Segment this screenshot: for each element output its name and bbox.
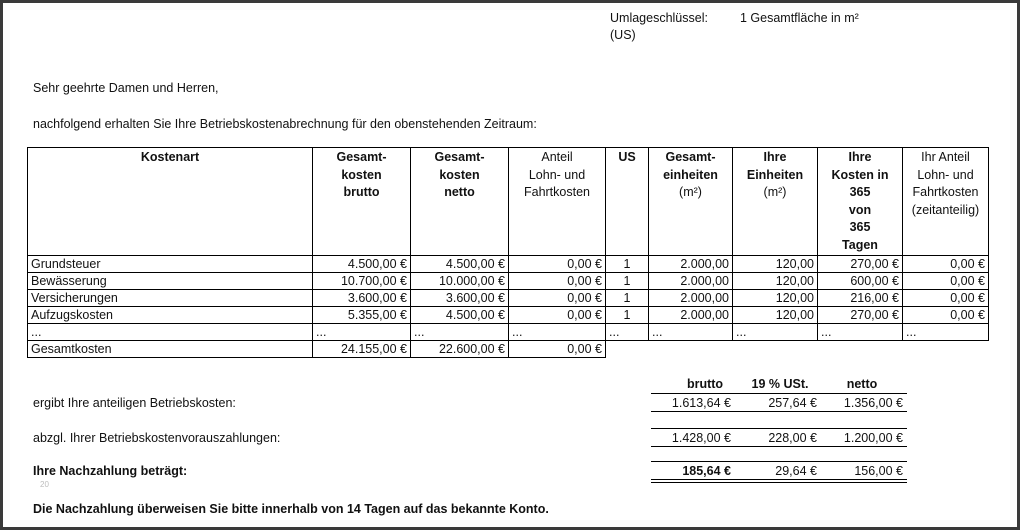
cell-gesamteinheiten: 2.000,00: [649, 290, 733, 307]
summary-header-brutto: brutto: [686, 377, 724, 391]
summary-label-vorauszahlungen: abzgl. Ihrer Betriebskostenvorauszahlungen:: [33, 431, 281, 445]
cell-kostenart: Grundsteuer: [28, 256, 313, 273]
cell-gesamteinheiten: 2.000,00: [649, 273, 733, 290]
cell-brutto: 4.500,00 €: [313, 256, 411, 273]
table-total-row: [28, 341, 989, 358]
cell-total-lohn: 0,00 €: [509, 341, 606, 358]
cell-lohn: 0,00 €: [509, 273, 606, 290]
summary-header-netto: netto: [846, 377, 878, 391]
cell-us: 1: [606, 307, 649, 324]
cell-gesamteinheiten: 2.000,00: [649, 307, 733, 324]
cell-brutto: ...: [313, 324, 411, 341]
cell-gesamteinheiten: 2.000,00: [649, 256, 733, 273]
summary-rule: [651, 428, 907, 429]
cell-lohn: 0,00 €: [509, 307, 606, 324]
cell-lohn: 0,00 €: [509, 290, 606, 307]
cell-ihr-anteil: 0,00 €: [903, 256, 989, 273]
summary-anteilig-brutto: 1.613,64 €: [671, 396, 731, 410]
umlage-label: Umlageschlüssel:: [610, 11, 708, 25]
cell-ihr-anteil: 0,00 €: [903, 290, 989, 307]
cell-brutto: 5.355,00 €: [313, 307, 411, 324]
cell-lohn: 0,00 €: [509, 256, 606, 273]
cell-ihre-einheiten: ...: [733, 324, 818, 341]
umlage-value: 1 Gesamtfläche in m²: [740, 11, 859, 25]
cell-ihr-anteil: ...: [903, 324, 989, 341]
summary-vorauszahlung-netto: 1.200,00 €: [843, 431, 903, 445]
cell-netto: 10.000,00 €: [411, 273, 509, 290]
header-ihre-einheiten: Ihre Einheiten (m²): [733, 148, 818, 256]
cell-brutto: 10.700,00 €: [313, 273, 411, 290]
cell-ihre-kosten: 216,00 €: [818, 290, 903, 307]
cell-netto: 4.500,00 €: [411, 256, 509, 273]
cell-total-netto: 22.600,00 €: [411, 341, 509, 358]
header-gesamtkosten-brutto: Gesamt- kosten brutto: [313, 148, 411, 256]
summary-label-anteilig: ergibt Ihre anteiligen Betriebskosten:: [33, 396, 236, 410]
summary-nachzahlung-ust: 29,64 €: [775, 464, 817, 478]
header-anteil-lohn: Anteil Lohn- und Fahrtkosten: [509, 148, 606, 256]
greeting: Sehr geehrte Damen und Herren,: [33, 81, 219, 95]
table-row: [28, 290, 989, 307]
header-us: US: [606, 148, 649, 256]
table-row: [28, 256, 989, 273]
cell-ihre-einheiten: 120,00: [733, 256, 818, 273]
summary-rule: [651, 393, 907, 394]
summary-nachzahlung-netto: 156,00 €: [854, 464, 903, 478]
cell-brutto: 3.600,00 €: [313, 290, 411, 307]
summary-double-rule: [651, 482, 907, 483]
summary-rule: [651, 411, 907, 412]
cell-ihre-einheiten: 120,00: [733, 273, 818, 290]
header-ihr-anteil: Ihr Anteil Lohn- und Fahrtkosten (zeitanteilig): [903, 148, 989, 256]
cell-netto: 4.500,00 €: [411, 307, 509, 324]
header-gesamteinheiten: Gesamt- einheiten (m²): [649, 148, 733, 256]
cell-lohn: ...: [509, 324, 606, 341]
cell-us: 1: [606, 290, 649, 307]
cell-ihre-einheiten: 120,00: [733, 307, 818, 324]
table-row: [28, 307, 989, 324]
cell-ihr-anteil: 0,00 €: [903, 307, 989, 324]
page-marker: 20: [40, 480, 49, 489]
cell-us: 1: [606, 256, 649, 273]
cell-ihr-anteil: 0,00 €: [903, 273, 989, 290]
summary-vorauszahlung-brutto: 1.428,00 €: [671, 431, 731, 445]
header-ihre-kosten: Ihre Kosten in 365 von 365 Tagen: [818, 148, 903, 256]
intro-text: nachfolgend erhalten Sie Ihre Betriebskostenabrechnung für den obenstehenden Zeitraum:: [33, 117, 537, 131]
summary-header-ust: 19 % USt.: [751, 377, 809, 391]
summary-anteilig-netto: 1.356,00 €: [843, 396, 903, 410]
cell-kostenart: Bewässerung: [28, 273, 313, 290]
cell-us: ...: [606, 324, 649, 341]
summary-rule: [651, 446, 907, 447]
summary-nachzahlung-brutto: 185,64 €: [682, 464, 731, 478]
cell-ihre-einheiten: 120,00: [733, 290, 818, 307]
header-gesamtkosten-netto: Gesamt- kosten netto: [411, 148, 509, 256]
cell-ihre-kosten: 270,00 €: [818, 307, 903, 324]
cell-us: 1: [606, 273, 649, 290]
table-row: [28, 273, 989, 290]
closing-note: Die Nachzahlung überweisen Sie bitte innerhalb von 14 Tagen auf das bekannte Konto.: [33, 502, 549, 516]
header-kostenart: Kostenart: [28, 148, 313, 256]
cell-ihre-kosten: 270,00 €: [818, 256, 903, 273]
cell-kostenart: ...: [28, 324, 313, 341]
cell-netto: 3.600,00 €: [411, 290, 509, 307]
umlage-sub: (US): [610, 28, 636, 42]
summary-rule: [651, 461, 907, 462]
summary-label-nachzahlung: Ihre Nachzahlung beträgt:: [33, 464, 188, 478]
cell-netto: ...: [411, 324, 509, 341]
cell-total-label: Gesamtkosten: [28, 341, 313, 358]
summary-vorauszahlung-ust: 228,00 €: [768, 431, 817, 445]
cell-ihre-kosten: 600,00 €: [818, 273, 903, 290]
summary-double-rule: [651, 479, 907, 480]
cell-kostenart: Aufzugskosten: [28, 307, 313, 324]
cell-gesamteinheiten: ...: [649, 324, 733, 341]
cell-ihre-kosten: ...: [818, 324, 903, 341]
cell-kostenart: Versicherungen: [28, 290, 313, 307]
cost-table: [27, 147, 989, 358]
table-row-ellipsis: [28, 324, 989, 341]
cell-total-brutto: 24.155,00 €: [313, 341, 411, 358]
summary-anteilig-ust: 257,64 €: [768, 396, 817, 410]
